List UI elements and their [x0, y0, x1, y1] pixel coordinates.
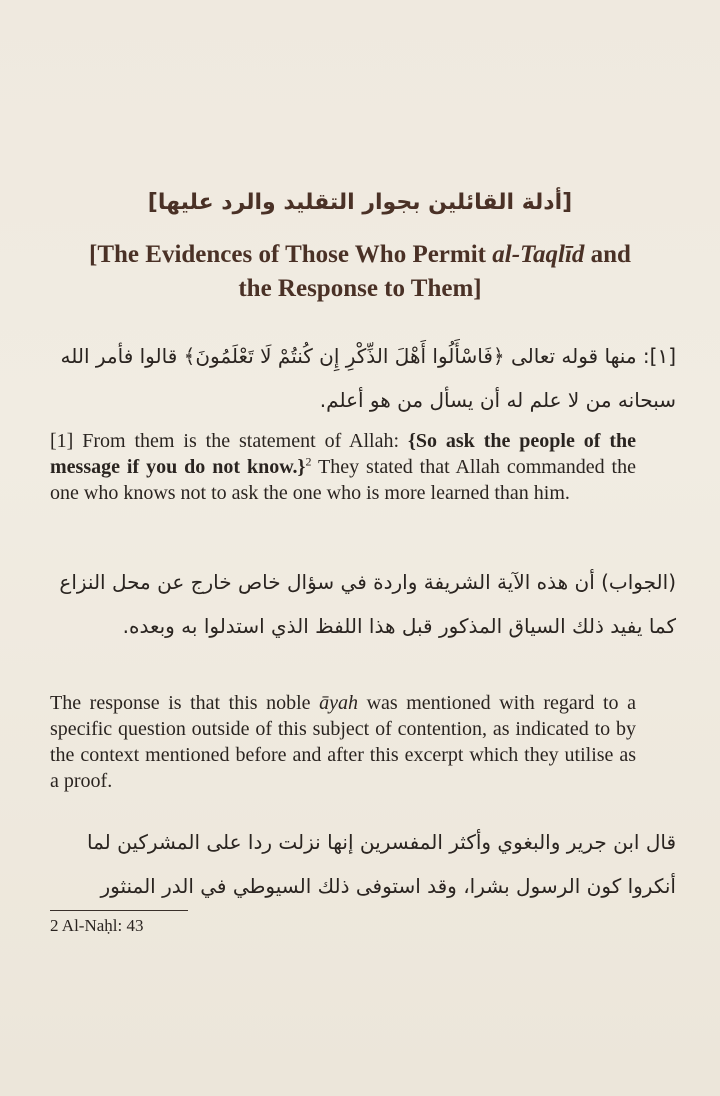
quran-quote: {So ask the people of the message if you do not know.} [50, 430, 636, 478]
english-paragraph-1-rest: They stated that Allah commanded the one who knows not to ask the one who is more learned than him. [50, 456, 636, 504]
english-heading-line2: the Response to Them] [238, 275, 482, 302]
footnote-ref[interactable]: 2 [305, 454, 312, 469]
english-paragraph-1-intro: [1] From them is the statement of Allah: [50, 430, 408, 452]
footnote: 2 Al-Naḥl: 43 [50, 916, 144, 935]
english-heading [40, 238, 680, 306]
english-paragraph-1 [50, 428, 636, 506]
english-paragraph-2 [50, 690, 636, 794]
english-paragraph-2-intro: The response is that this noble [50, 692, 320, 714]
english-heading-line1-pre: [The Evidences of Those Who Permit [89, 241, 493, 268]
arabic-paragraph-2: (الجواب) أن هذه الآية الشريفة واردة في سؤال خاص خارج عن محل النزاع كما يفيد ذلك السياق المذكور قبل هذا اللفظ الذي استدلوا به وبعده. [59, 570, 676, 638]
italic-term-ayah: āyah [319, 692, 359, 714]
arabic-paragraph-3: قال ابن جرير والبغوي وأكثر المفسرين إنها نزلت ردا على المشركين لما أنكروا كون الرسول بشرا، وقد استوفى ذلك السيوطي في الدر المنثور [87, 830, 676, 898]
arabic-paragraph-1: [١]: منها قوله تعالى ﴿فَاسْأَلُوا أَهْلَ الذِّكْرِ إِن كُنتُمْ لَا تَعْلَمُونَ﴾ قالوا فأمر الله سبحانه من لا علم له أن يسأل من هو أعلم. [60, 344, 676, 412]
footnote-divider [50, 910, 188, 911]
english-heading-line1-post: and [584, 241, 631, 268]
english-heading-italic-term: al-Taqlīd [492, 241, 585, 268]
arabic-heading: [أدلة القائلين بجوار التقليد والرد عليها] [147, 190, 573, 215]
english-paragraph-2-rest: was mentioned with regard to a specific question outside of this subject of contention, as indicated to by the context mentioned before and after this excerpt which they utilise as a proof. [50, 692, 636, 792]
